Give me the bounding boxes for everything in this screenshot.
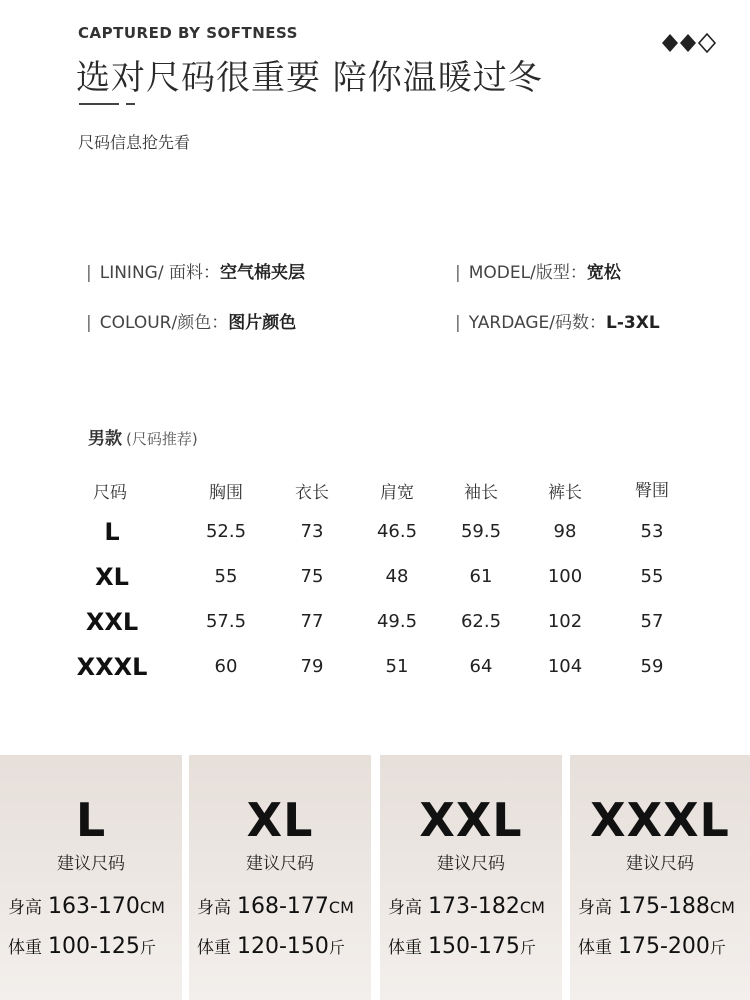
table-cell: 55 [640, 566, 664, 587]
size-card-xxl [380, 755, 562, 1000]
card-height: 身高 163-170CM [8, 894, 165, 919]
table-cell: 77 [300, 611, 324, 632]
card-weight: 体重 120-150斤 [197, 934, 345, 959]
table-cell: 52.5 [205, 521, 247, 542]
table-cell: 59.5 [460, 521, 502, 542]
table-cell: 53 [640, 521, 664, 542]
size-card-xxxl [570, 755, 750, 1000]
spec-model: | MODEL/版型：宽松 [455, 263, 621, 283]
table-cell: 73 [300, 521, 324, 542]
diamond-icons [661, 33, 717, 53]
table-cell: 61 [469, 566, 493, 587]
card-height: 身高 173-182CM [388, 894, 545, 919]
card-size: XXL [419, 793, 523, 847]
size-card-l [0, 755, 182, 1000]
table-cell: 57 [640, 611, 664, 632]
card-size: L [75, 793, 107, 847]
table-cell: 79 [300, 656, 324, 677]
table-cell: 100 [547, 566, 583, 587]
table-cell: 46.5 [376, 521, 418, 542]
table-header-pants: 裤长 [548, 483, 582, 503]
table-header-size: 尺码 [93, 483, 127, 503]
table-header-length: 衣长 [295, 483, 329, 503]
table-cell: 62.5 [460, 611, 502, 632]
table-header-sleeve: 袖长 [464, 483, 498, 503]
table-header-shoulder: 肩宽 [380, 483, 414, 503]
card-weight: 体重 100-125斤 [8, 934, 156, 959]
card-recommend-label: 建议尺码 [437, 854, 505, 874]
kicker-text: CAPTURED BY SOFTNESS [78, 24, 298, 42]
card-weight: 体重 175-200斤 [578, 934, 726, 959]
table-row-size: XXL [85, 608, 139, 636]
diamond-icon [680, 34, 696, 52]
card-height: 身高 175-188CM [578, 894, 735, 919]
table-cell: 60 [214, 656, 238, 677]
page-subtitle: 尺码信息抢先看 [78, 133, 191, 152]
card-recommend-label: 建议尺码 [57, 854, 125, 874]
size-table-title: 男款 (尺码推荐) [88, 429, 198, 449]
card-recommend-label: 建议尺码 [626, 854, 694, 874]
table-cell: 55 [214, 566, 238, 587]
table-cell: 51 [385, 656, 409, 677]
table-cell: 48 [385, 566, 409, 587]
title-underline-dash [126, 103, 135, 105]
card-recommend-label: 建议尺码 [246, 854, 314, 874]
spec-yardage: | YARDAGE/码数：L-3XL [455, 313, 660, 333]
table-row-size: L [104, 518, 120, 546]
diamond-outline-icon [699, 34, 715, 52]
table-cell: 98 [553, 521, 577, 542]
card-size: XXXL [590, 793, 730, 847]
table-row-size: XXXL [76, 653, 148, 681]
table-row-size: XL [95, 563, 129, 591]
card-height: 身高 168-177CM [197, 894, 354, 919]
table-cell: 104 [547, 656, 583, 677]
diamond-icon [662, 34, 678, 52]
table-cell: 102 [547, 611, 583, 632]
card-weight: 体重 150-175斤 [388, 934, 536, 959]
table-cell: 49.5 [376, 611, 418, 632]
card-size: XL [246, 793, 314, 847]
title-underline [79, 103, 119, 105]
table-cell: 64 [469, 656, 493, 677]
spec-colour: | COLOUR/颜色：图片颜色 [86, 313, 297, 333]
table-header-chest: 胸围 [209, 483, 243, 503]
size-card-xl [189, 755, 371, 1000]
table-cell: 75 [300, 566, 324, 587]
table-cell: 57.5 [205, 611, 247, 632]
spec-lining: | LINING/ 面料：空气棉夹层 [86, 263, 305, 283]
page-title: 选对尺码很重要 陪你温暖过冬 [76, 58, 543, 98]
table-header-hip: 臀围 [635, 481, 669, 501]
table-cell: 59 [640, 656, 664, 677]
